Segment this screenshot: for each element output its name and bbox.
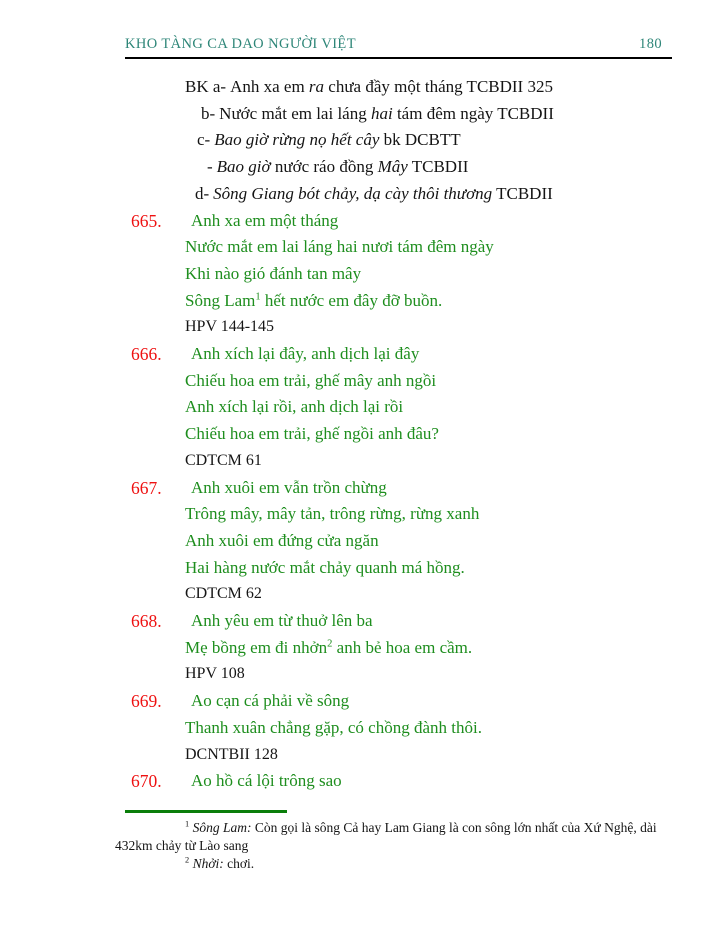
entry-number: 669. — [131, 691, 162, 712]
catalog-entry — [131, 688, 665, 768]
text-segment: Hai hàng nước mắt chảy quanh má hồng. — [185, 557, 465, 577]
verse-line — [185, 635, 665, 662]
footnote-line — [115, 855, 655, 873]
source-ref: HPV 108 — [185, 665, 245, 683]
entry-number: 665. — [131, 210, 162, 231]
page-header — [125, 36, 672, 59]
verse-line — [185, 288, 665, 315]
footnote-marker: 2 — [185, 855, 190, 865]
text-segment: Sông Lam — [185, 290, 256, 310]
verse-line — [131, 341, 665, 368]
text-segment: Nhởi: — [192, 856, 224, 871]
text-segment: Nước mắt em lai láng hai nươi tám đêm ngày — [185, 237, 494, 257]
variant-label: c- — [197, 130, 211, 150]
source-ref: HPV 144-145 — [185, 318, 275, 336]
text-segment: Sông Lam: — [192, 820, 252, 835]
verse-line — [185, 261, 665, 288]
text-segment: anh bẻ hoa em cầm. — [332, 637, 473, 657]
text-segment: Chiếu hoa em trải, ghế mây anh ngồi — [185, 370, 437, 390]
source-ref: CDTCM 61 — [185, 451, 262, 469]
text-segment: Bao giờ — [216, 157, 271, 177]
entry-number: 668. — [131, 611, 162, 632]
text-segment: Thanh xuân chẳng gặp, có chồng đành thôi. — [185, 717, 482, 737]
page-body — [131, 74, 665, 795]
verse-line — [131, 208, 665, 235]
text-segment: Khi nào gió đánh tan mây — [185, 263, 362, 283]
text-segment: Anh xa em một tháng — [191, 210, 339, 230]
verse-line — [185, 528, 665, 555]
variant-label: d- — [195, 183, 210, 203]
catalog-entry — [131, 768, 665, 795]
entry-number: 667. — [131, 477, 162, 498]
footnote-marker: 1 — [185, 819, 190, 829]
catalog-entry — [131, 208, 665, 342]
text-segment: Trông mây, mây tản, trông rừng, rừng xanh — [185, 504, 480, 524]
variant-line — [185, 127, 665, 154]
catalog-entry — [131, 475, 665, 609]
text-segment: Mẹ bồng em đi nhởn — [185, 637, 328, 657]
text-segment: Sông Giang bót chảy, dạ cày thôi thương — [213, 183, 493, 203]
text-segment: Bao giờ rừng nọ hết cây — [214, 130, 380, 150]
variant-line — [185, 74, 665, 101]
text-segment: Chiếu hoa em trải, ghế ngồi anh đâu? — [185, 424, 439, 444]
text-segment: hết nước em đây đỡ buồn. — [260, 290, 443, 310]
variant-line — [185, 154, 665, 181]
variant-line — [185, 181, 665, 208]
text-segment: Còn gọi là sông Cả hay Lam Giang là con sông lớn nhất của Xứ Nghệ, dài — [251, 820, 657, 835]
text-segment: Anh xuôi em đứng cửa ngăn — [185, 530, 379, 550]
footnote-marker: 2 — [327, 638, 333, 650]
text-segment: Anh xa em — [230, 77, 309, 96]
footnote-divider — [125, 810, 287, 813]
verse-line — [131, 688, 665, 715]
text-segment: Anh xích lại đây, anh dịch lại đây — [191, 344, 420, 364]
text-segment: TCBDII — [407, 157, 469, 177]
text-segment: Anh yêu em từ thuở lên ba — [191, 611, 373, 631]
text-segment: bk DCBTT — [379, 130, 461, 150]
text-segment: TCBDII — [492, 183, 553, 203]
variant-label: b- — [201, 103, 216, 123]
footnote-line — [115, 819, 655, 837]
verse-line — [185, 555, 665, 582]
footnote-line — [115, 837, 655, 855]
text-segment: 432km chảy từ Lào sang — [115, 838, 249, 853]
text-segment: nước ráo đồng — [270, 157, 378, 177]
text-segment: Anh xích lại rồi, anh dịch lại rồi — [185, 397, 404, 417]
text-segment: hai — [370, 103, 393, 123]
source-ref: CDTCM 62 — [185, 585, 262, 603]
page-number: 180 — [639, 36, 662, 52]
entry-number: 670. — [131, 771, 162, 792]
verse-line — [185, 501, 665, 528]
text-segment: chơi. — [223, 856, 255, 871]
catalog-entry — [131, 608, 665, 688]
verse-line — [185, 421, 665, 448]
entries-block — [131, 208, 665, 795]
catalog-entry — [131, 341, 665, 475]
verse-line — [185, 368, 665, 395]
footnotes-block — [115, 819, 655, 873]
running-title: KHO TÀNG CA DAO NGƯỜI VIỆT — [125, 36, 356, 52]
source-ref: DCNTBII 128 — [185, 745, 278, 763]
entry-number: 666. — [131, 344, 162, 365]
text-segment: chưa đầy một tháng TCBDII 325 — [324, 77, 553, 96]
text-segment: Ao hồ cá lội trông sao — [191, 771, 342, 791]
text-segment: Mây — [377, 157, 408, 177]
variant-notes-block — [185, 74, 665, 208]
verse-line — [185, 234, 665, 261]
text-segment: ra — [308, 77, 325, 96]
verse-line — [131, 475, 665, 502]
text-segment: Ao cạn cá phải về sông — [191, 691, 350, 711]
footnote-marker: 1 — [255, 290, 261, 302]
verse-line — [185, 394, 665, 421]
text-segment: Anh xuôi em vẫn trồn chừng — [191, 477, 387, 497]
variant-label: - — [207, 157, 213, 177]
verse-line — [185, 715, 665, 742]
verse-line — [131, 608, 665, 635]
text-segment: tám đêm ngày TCBDII — [392, 103, 554, 123]
verse-line — [131, 768, 665, 795]
variant-line — [185, 101, 665, 128]
variant-label: BK a- — [185, 77, 227, 96]
text-segment: Nước mắt em lai láng — [219, 103, 371, 123]
